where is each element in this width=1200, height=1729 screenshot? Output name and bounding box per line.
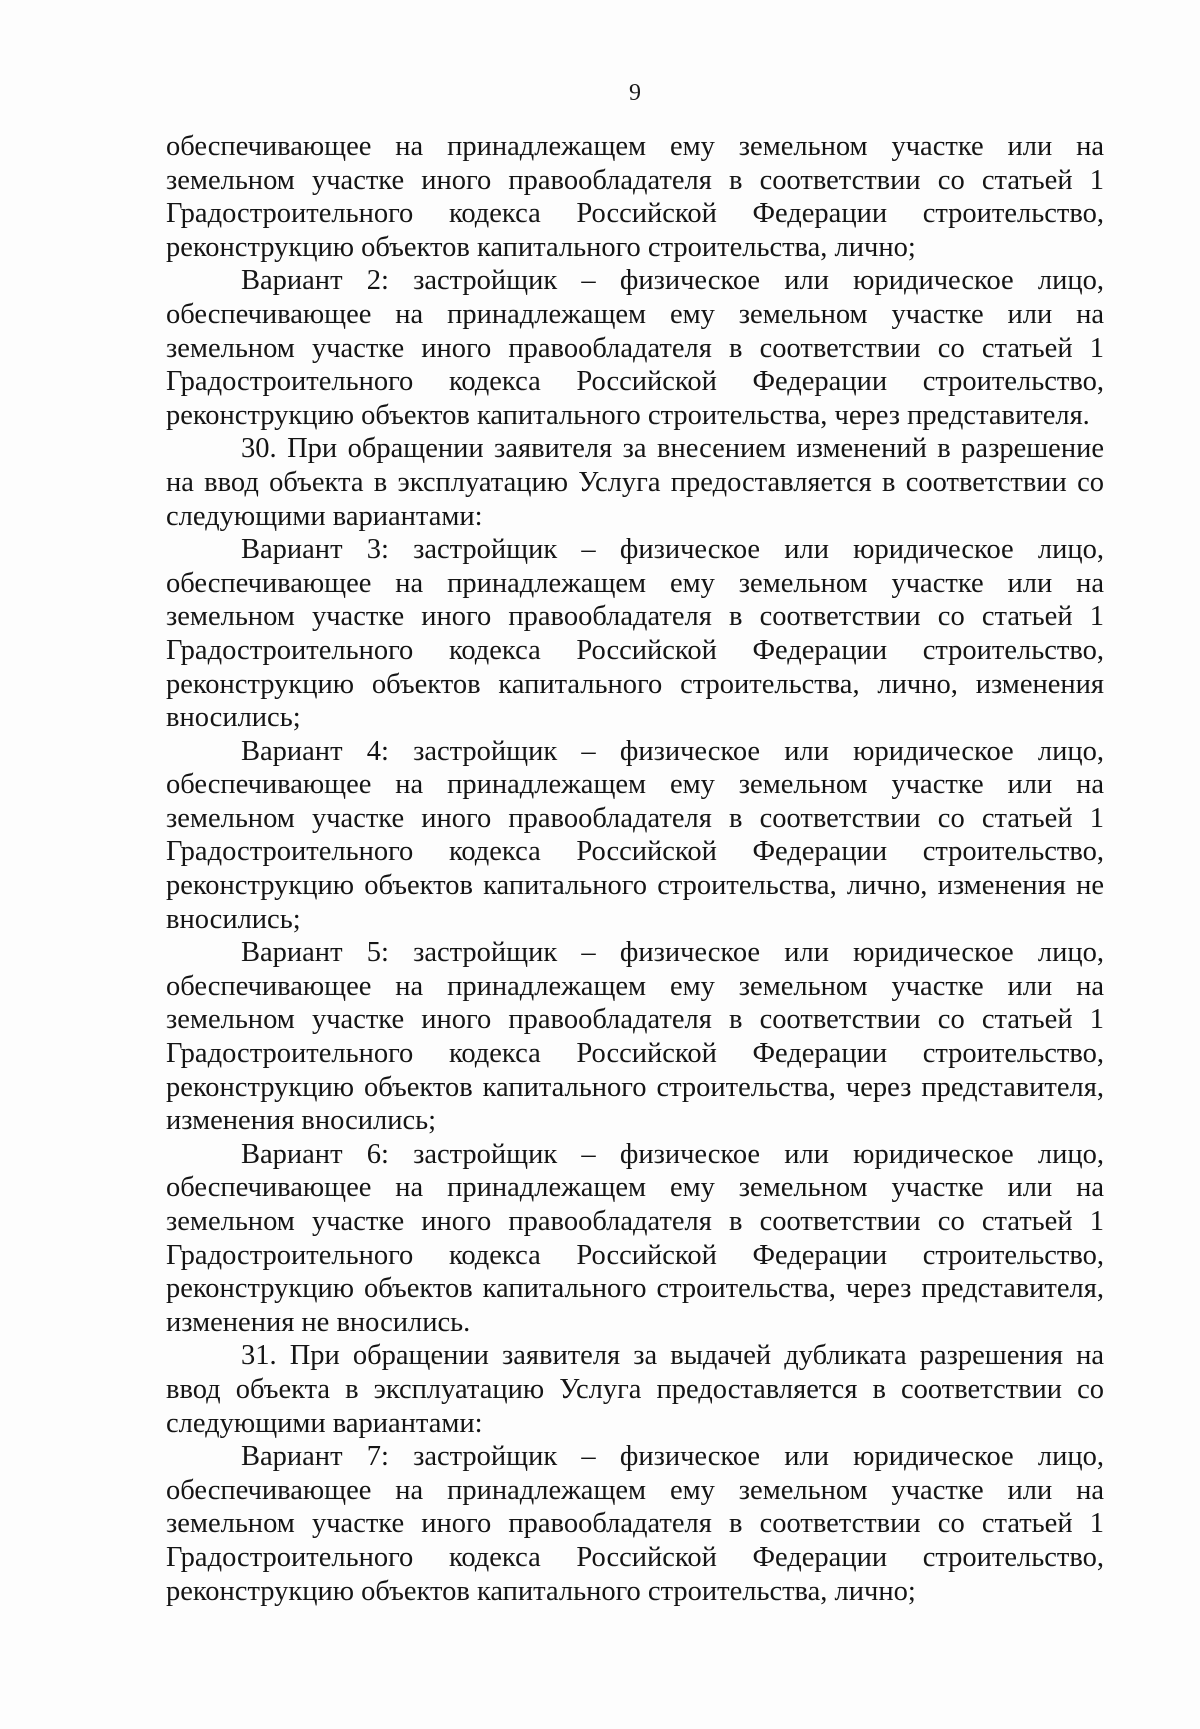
paragraph-variant-7: Вариант 7: застройщик – физическое или юридическое лицо, обеспечивающее на принадлежащем ему земельном участке или на земельном участке иного правообладателя в соответствии со статьей 1 Градостроительного кодекса Российской Федерации строительство, реконструкцию объектов капитального строительства, лично; xyxy=(166,1441,1104,1607)
paragraph-continuation: обеспечивающее на принадлежащем ему земельном участке или на земельном участке иного правообладателя в соответствии со статьей 1 Градостроительного кодекса Российской Федерации строительство, реконструкцию объектов капитального строительства, лично; xyxy=(166,131,1104,263)
paragraph-variant-6: Вариант 6: застройщик – физическое или юридическое лицо, обеспечивающее на принадлежащем ему земельном участке или на земельном участке иного правообладателя в соответствии со статьей 1 Градостроительного кодекса Российской Федерации строительство, реконструкцию объектов капитального строительства, через представителя, изменения не вносились. xyxy=(166,1138,1104,1338)
paragraph-variant-4: Вариант 4: застройщик – физическое или юридическое лицо, обеспечивающее на принадлежащем ему земельном участке или на земельном участке иного правообладателя в соответствии со статьей 1 Градостроительного кодекса Российской Федерации строительство, реконструкцию объектов капитального строительства, лично, изменения не вносились; xyxy=(166,735,1104,935)
document-body xyxy=(166,130,1104,1608)
paragraph-variant-3: Вариант 3: застройщик – физическое или юридическое лицо, обеспечивающее на принадлежащем ему земельном участке или на земельном участке иного правообладателя в соответствии со статьей 1 Градостроительного кодекса Российской Федерации строительство, реконструкцию объектов капитального строительства, лично, изменения вносились; xyxy=(166,534,1104,734)
paragraph-clause-30: 30. При обращении заявителя за внесением изменений в разрешение на ввод объекта в эксплуатацию Услуга предоставляется в соответствии со следующими вариантами: xyxy=(166,433,1104,532)
paragraph-clause-31: 31. При обращении заявителя за выдачей дубликата разрешения на ввод объекта в эксплуатацию Услуга предоставляется в соответствии со следующими вариантами: xyxy=(166,1340,1104,1439)
paragraph-variant-2: Вариант 2: застройщик – физическое или юридическое лицо, обеспечивающее на принадлежащем ему земельном участке или на земельном участке иного правообладателя в соответствии со статьей 1 Градостроительного кодекса Российской Федерации строительство, реконструкцию объектов капитального строительства, через представителя. xyxy=(166,265,1104,431)
page-number: 9 xyxy=(629,80,641,106)
paragraph-variant-5: Вариант 5: застройщик – физическое или юридическое лицо, обеспечивающее на принадлежащем ему земельном участке или на земельном участке иного правообладателя в соответствии со статьей 1 Градостроительного кодекса Российской Федерации строительство, реконструкцию объектов капитального строительства, через представителя, изменения вносились; xyxy=(166,937,1104,1137)
